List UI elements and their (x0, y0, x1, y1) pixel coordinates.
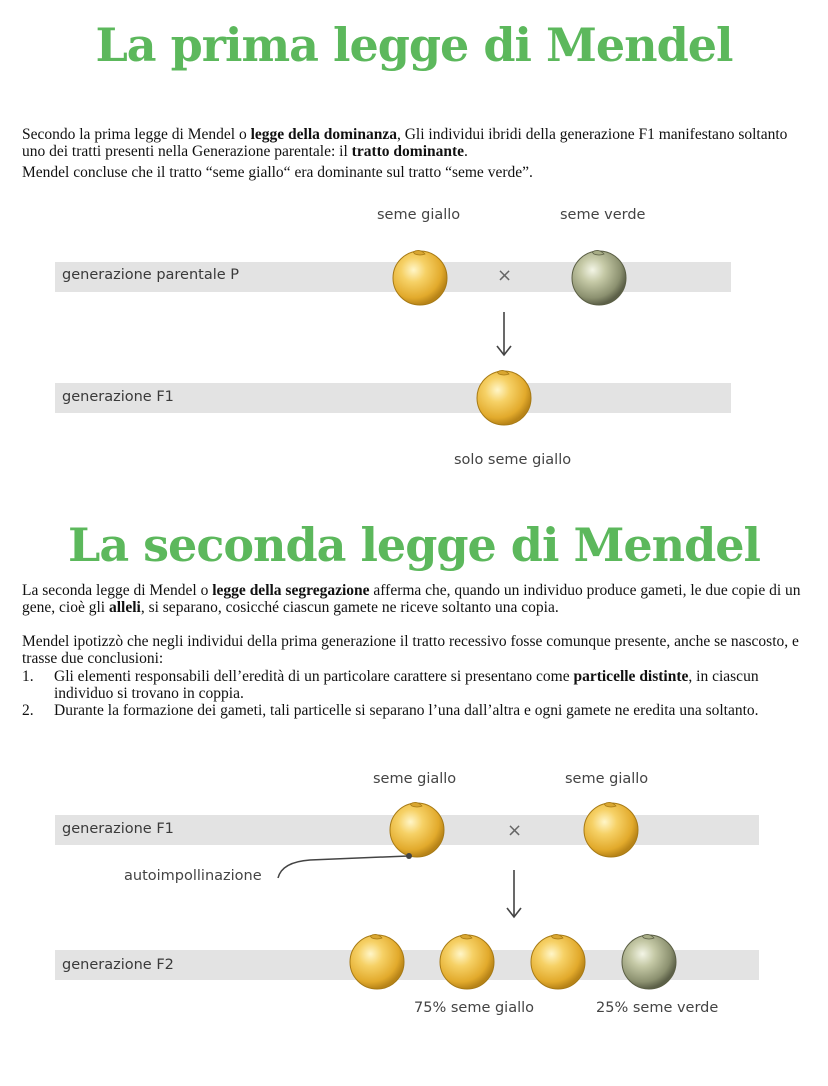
yellow-pea-icon (582, 800, 640, 858)
caption-seme-giallo: seme giallo (377, 207, 461, 223)
section2-paragraph-2: Mendel ipotizzò che negli individui della prima generazione il tratto recessivo fosse comunque presente, anche se nascosto, e trasse due conclusioni: (22, 633, 799, 667)
caption-seme-giallo-left: seme giallo (373, 771, 457, 787)
section1-paragraph-1: Secondo la prima legge di Mendel o legge della dominanza, Gli individui ibridi della generazione F1 manifestano soltanto uno dei tratti presenti nella Generazione parentale: il tratto dominante. (22, 126, 788, 160)
section2-paragraph-1: La seconda legge di Mendel o legge della segregazione afferma che, quando un individuo produce gameti, le due copie di un gene, cioè gli alleli, si separano, cosicché ciascun gamete ne riceve soltanto una copia. (22, 582, 801, 616)
label-generazione-f2: generazione F2 (62, 957, 174, 973)
yellow-pea-icon (348, 932, 406, 990)
self-pollination-pointer (270, 850, 420, 890)
list-item: 1. Gli elementi responsabili dell’eredità di un particolare carattere si presentano come particelle distinte, in ciascun individuo si trovano in coppia. (22, 668, 759, 702)
cross-symbol: × (497, 265, 513, 286)
conclusions-list (22, 668, 812, 719)
label-autoimpollinazione: autoimpollinazione (124, 868, 262, 884)
caption-solo-seme-giallo: solo seme giallo (454, 452, 572, 468)
section1-paragraph-2: Mendel concluse che il tratto “seme giallo“ era dominante sul tratto “seme verde”. (22, 164, 533, 181)
green-pea-icon (570, 248, 628, 306)
cross-symbol: × (507, 820, 523, 841)
down-arrow-icon (504, 870, 524, 920)
list-item: 2. Durante la formazione dei gameti, tali particelle si separano l’una dall’altra e ogni gamete ne eredita una soltanto. (22, 702, 759, 719)
caption-seme-verde: seme verde (560, 207, 646, 223)
yellow-pea-icon (529, 932, 587, 990)
yellow-pea-icon (475, 368, 533, 426)
label-generazione-f1: generazione F1 (62, 389, 174, 405)
green-pea-icon (620, 932, 678, 990)
caption-75-seme-giallo: 75% seme giallo (414, 1000, 535, 1016)
section2-title: La seconda legge di Mendel (68, 518, 760, 572)
section1-title: La prima legge di Mendel (95, 18, 733, 72)
yellow-pea-icon (438, 932, 496, 990)
down-arrow-icon (494, 312, 514, 358)
caption-25-seme-verde: 25% seme verde (596, 1000, 719, 1016)
label-generazione-f1: generazione F1 (62, 821, 174, 837)
label-generazione-parentale: generazione parentale P (62, 267, 240, 283)
yellow-pea-icon (391, 248, 449, 306)
caption-seme-giallo-right: seme giallo (565, 771, 649, 787)
